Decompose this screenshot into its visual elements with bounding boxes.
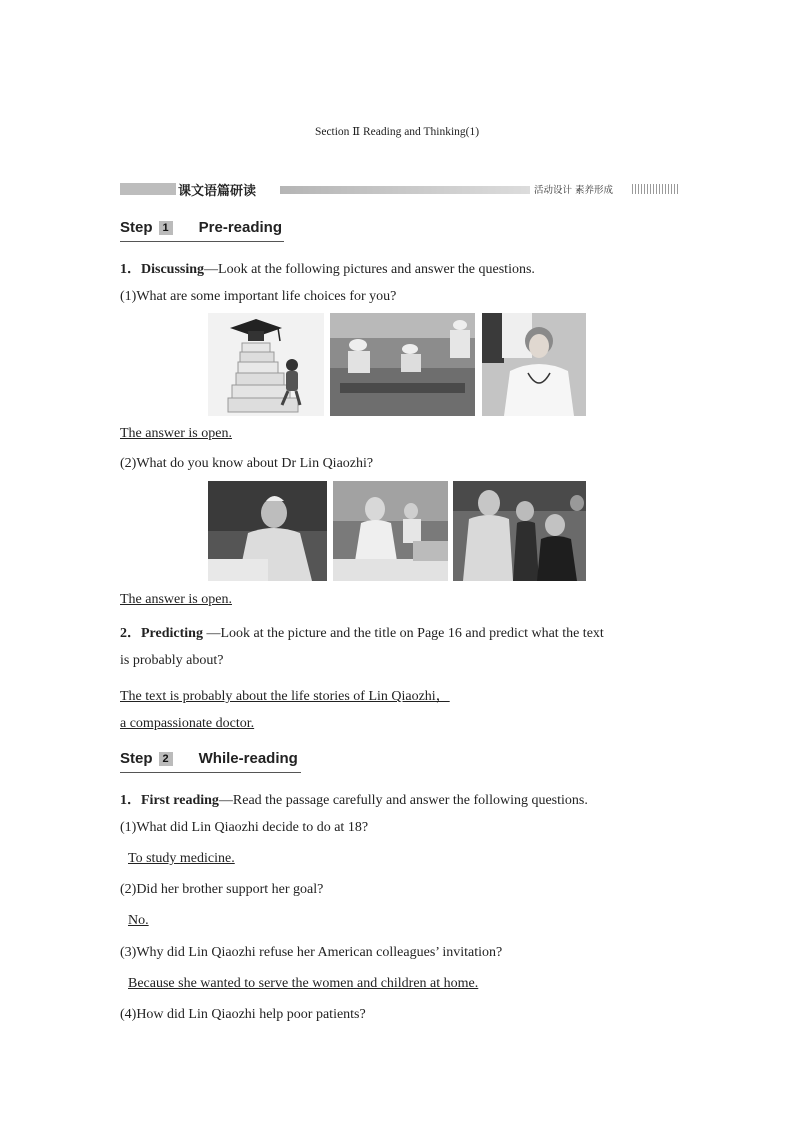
question-continuation: is probably about?: [120, 653, 224, 668]
answer-text: The answer is open.: [120, 426, 232, 441]
step-label: Step: [120, 750, 153, 767]
question-1: [120, 258, 535, 278]
answer-text: Because she wanted to serve the women and children at home.: [128, 976, 479, 991]
factory-workers-photo: [330, 313, 475, 416]
step-name: Pre-reading: [198, 219, 282, 236]
question-1: [120, 789, 588, 809]
step-label: Step: [120, 219, 153, 236]
doctor-portrait-photo: [482, 313, 586, 416]
step-1-heading: [120, 219, 284, 242]
sub-question: (2)What do you know about Dr Lin Qiaozhi?: [120, 456, 374, 471]
graduation-stairs-image: [208, 313, 324, 416]
question-lead: 1．Discussing: [120, 262, 205, 277]
sub-question: (2)Did her brother support her goal?: [120, 882, 324, 897]
dr-lin-smiling-photo: [208, 481, 327, 581]
banner-stripes: [632, 184, 680, 194]
banner-gradient-bar: [280, 186, 530, 194]
question-text: —Read the passage carefully and answer the following questions.: [218, 793, 588, 808]
sub-question: (1)What did Lin Qiaozhi decide to do at 18?: [120, 820, 369, 835]
answer-text: The text is probably about the life stories of Lin Qiaozhi，: [120, 689, 450, 704]
banner-left-block: [120, 183, 176, 195]
answer-text: No.: [128, 913, 149, 928]
answer-text: To study medicine.: [128, 851, 235, 866]
question-2: [120, 622, 604, 642]
answer-text: The answer is open.: [120, 592, 232, 607]
question-text: —Look at the picture and the title on Page 16 and predict what the text: [202, 626, 604, 641]
page-title: Section Ⅱ Reading and Thinking(1): [314, 126, 480, 138]
section-banner: [120, 180, 680, 199]
meeting-leaders-photo: [453, 481, 586, 581]
step-number-badge: 2: [159, 752, 173, 766]
step-2-heading: [120, 750, 301, 773]
question-lead: 1．First reading: [120, 793, 219, 808]
question-text: —Look at the following pictures and answer the questions.: [204, 262, 535, 277]
question-lead: 2．Predicting: [120, 626, 203, 641]
sub-question: (1)What are some important life choices for you?: [120, 289, 397, 304]
sub-question: (4)How did Lin Qiaozhi help poor patients?: [120, 1007, 366, 1022]
dr-lin-with-patients-photo: [333, 481, 448, 581]
sub-question: (3)Why did Lin Qiaozhi refuse her American colleagues’ invitation?: [120, 945, 503, 960]
step-name: While-reading: [198, 750, 298, 767]
banner-subtitle: 活动设计 素养形成: [534, 185, 614, 196]
step-number-badge: 1: [159, 221, 173, 235]
banner-heading: 课文语篇研读: [178, 184, 257, 199]
answer-text: a compassionate doctor.: [120, 716, 255, 731]
